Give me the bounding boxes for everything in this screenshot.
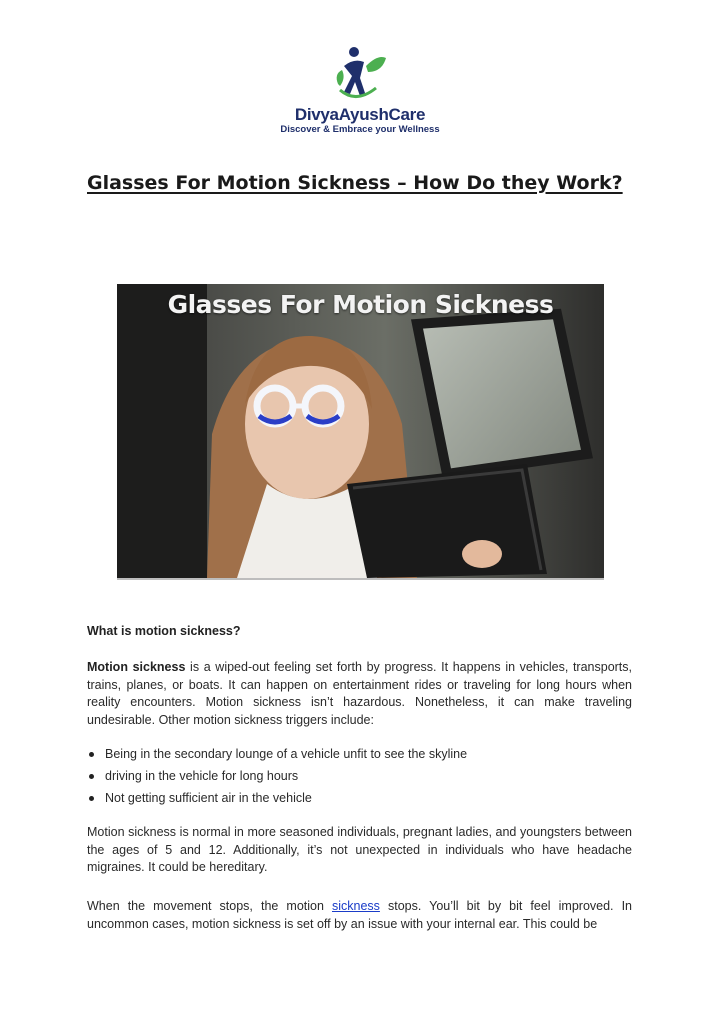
girl-with-glasses-illustration bbox=[117, 284, 604, 578]
person-leaf-icon bbox=[330, 44, 390, 104]
logo-brand-name: DivyaAyushCare bbox=[294, 105, 426, 124]
list-item: driving in the vehicle for long hours bbox=[87, 768, 632, 790]
logo-tagline: Discover & Embrace your Wellness bbox=[280, 124, 440, 135]
site-logo[interactable] bbox=[280, 44, 440, 144]
paragraph-intro bbox=[87, 659, 632, 729]
hero-caption: Glasses For Motion Sickness bbox=[167, 290, 554, 319]
paragraph-recovery bbox=[87, 898, 632, 933]
section-heading: What is motion sickness? bbox=[87, 624, 241, 638]
list-item: Not getting sufficient air in the vehicle bbox=[87, 790, 632, 812]
paragraph-demographics: Motion sickness is normal in more seasoned individuals, pregnant ladies, and youngsters between the ages of 5 and 12. Additionally, it’s not unexpected in individuals who have headache migraines. It could be hereditary. bbox=[87, 825, 632, 874]
paragraph-recovery-text-before: When the movement stops, the motion bbox=[87, 899, 332, 913]
article-title: Glasses For Motion Sickness – How Do they Work? bbox=[87, 172, 623, 194]
list-item: Being in the secondary lounge of a vehicle unfit to see the skyline bbox=[87, 746, 632, 768]
paragraph-recovery-text-after: stops. You’ll bit by bit feel improved. In uncommon cases, motion sickness is set off by an issue with your internal ear. This could be bbox=[87, 899, 632, 931]
triggers-list bbox=[87, 746, 632, 812]
paragraph-intro-text: is a wiped-out feeling set forth by progress. It happens in vehicles, transports, trains, planes, or boats. It can happen on entertainment rides or traveling for long hours when reality encounters. Motion sickness isn’t hazardous. Nonetheless, it can make traveling undesirable. Other motion sickness triggers include: bbox=[87, 660, 633, 727]
term-motion-sickness: Motion sickness bbox=[87, 660, 186, 674]
hero-image bbox=[117, 284, 604, 580]
sickness-link[interactable]: sickness bbox=[331, 899, 380, 913]
